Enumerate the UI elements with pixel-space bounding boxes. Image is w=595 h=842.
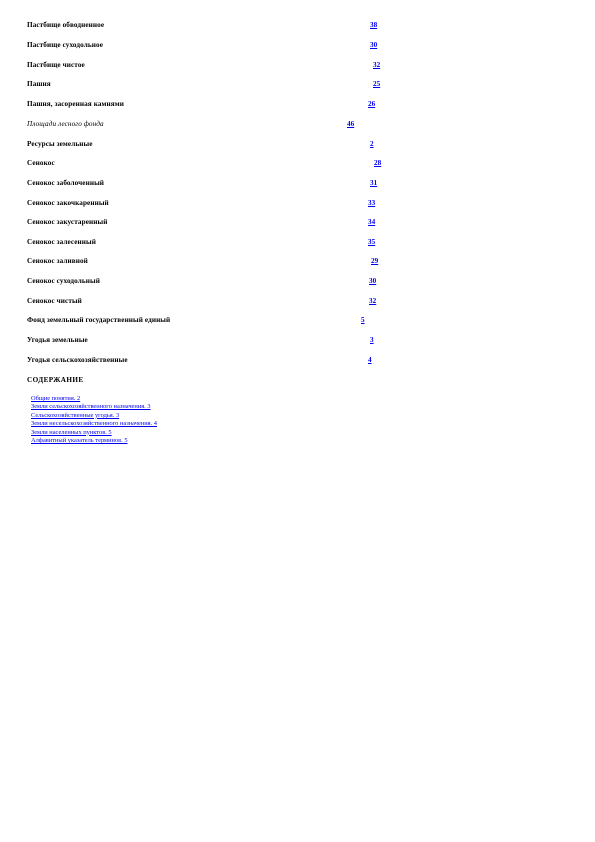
index-page-link[interactable]: 30 <box>369 277 377 285</box>
toc-link[interactable]: Земли несельскохозяйственного назначения. 4 <box>31 420 157 428</box>
index-term: Сенокос залесенный <box>27 238 96 246</box>
index-term: Пастбище чистое <box>27 61 85 69</box>
index-term: Сенокос закустаренный <box>27 218 108 226</box>
table-of-contents <box>31 395 157 445</box>
index-term: Фонд земельный государственный единый <box>27 316 171 324</box>
index-page-link[interactable]: 46 <box>347 120 355 128</box>
contents-heading: СОДЕРЖАНИЕ <box>27 376 84 384</box>
index-term: Пастбище суходольное <box>27 41 103 49</box>
toc-link[interactable]: Общие понятия. 2 <box>31 395 81 402</box>
index-page-link[interactable]: 5 <box>361 316 365 324</box>
index-page-link[interactable]: 4 <box>368 356 372 364</box>
index-page-link[interactable]: 31 <box>370 179 378 187</box>
index-page-link[interactable]: 34 <box>368 218 376 226</box>
index-page-link[interactable]: 28 <box>374 159 382 167</box>
index-term: Пастбище обводненное <box>27 21 105 29</box>
index-page-link[interactable]: 32 <box>373 61 381 69</box>
index-page-link[interactable]: 2 <box>370 140 374 148</box>
index-term: Сенокос <box>27 159 55 167</box>
index-term: Площади лесного фонда <box>27 120 104 128</box>
index-term: Ресурсы земельные <box>27 140 93 148</box>
index-page-link[interactable]: 38 <box>370 21 378 29</box>
toc-link[interactable]: Сельскохозяйственные угодья. 3 <box>31 411 120 419</box>
index-term: Сенокос чистый <box>27 297 82 305</box>
index-term: Сенокос суходольный <box>27 277 100 285</box>
index-page-link[interactable]: 32 <box>369 297 377 305</box>
index-term: Сенокос заливной <box>27 257 88 265</box>
index-term: Сенокос заболоченный <box>27 179 105 187</box>
index-page-link[interactable]: 35 <box>368 238 376 246</box>
index-page-link[interactable]: 3 <box>370 336 374 344</box>
index-page-link[interactable]: 33 <box>368 199 376 207</box>
index-term: Сенокос закочкаренный <box>27 199 109 207</box>
toc-link[interactable]: Алфавитный указатель терминов. 5 <box>31 437 128 445</box>
index-page-link[interactable]: 26 <box>368 100 376 108</box>
index-term: Пашня <box>27 80 51 88</box>
index-page-link[interactable]: 25 <box>373 80 381 88</box>
toc-link[interactable]: Земли сельскохозяйственного назначения. 3 <box>31 403 151 411</box>
toc-link[interactable]: Земли населенных пунктов. 5 <box>31 428 112 436</box>
index-page-link[interactable]: 30 <box>370 41 378 49</box>
index-page-link[interactable]: 29 <box>371 257 379 265</box>
index-term: Угодья земельные <box>27 336 88 344</box>
index-term: Пашня, засоренная камнями <box>27 100 124 108</box>
index-term: Угодья сельскохозяйственные <box>27 356 128 364</box>
